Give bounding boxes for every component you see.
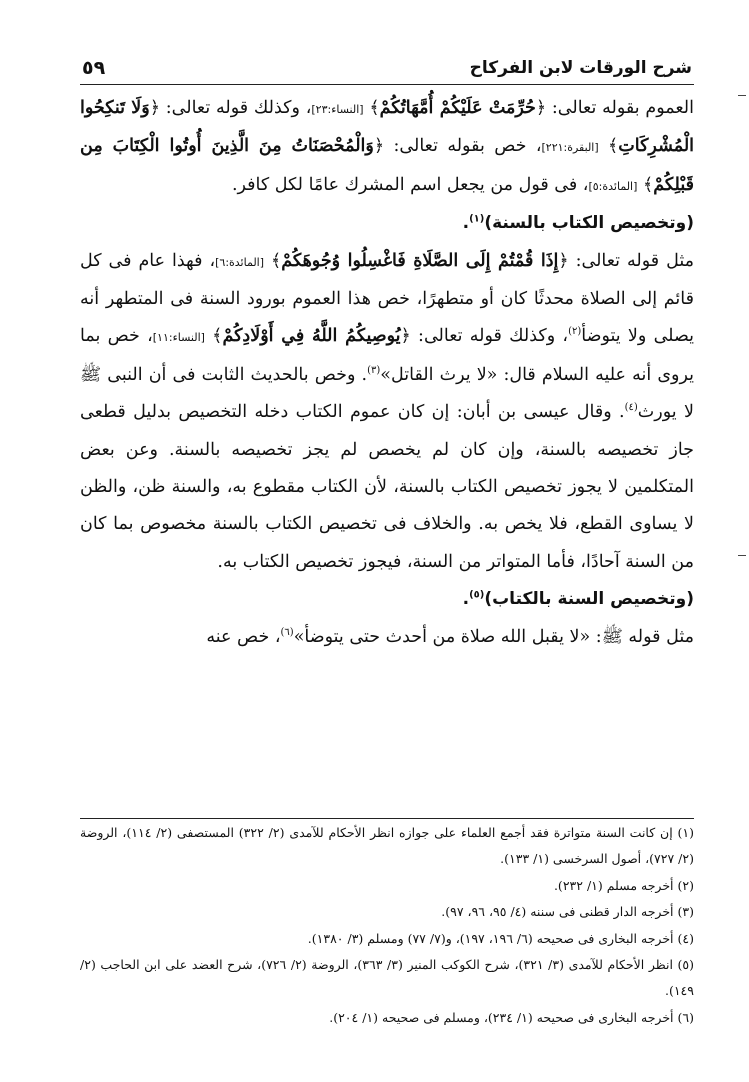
quran-verse: ﴿وَلَا تَنكِحُوا الْمُشْرِكَاتِ﴾ — [80, 98, 695, 157]
page-header — [82, 52, 692, 84]
paragraph — [80, 90, 694, 205]
verse-reference: [البقرة:٢٢١] — [541, 141, 599, 155]
paragraph — [80, 243, 694, 582]
running-title: شرح الورقات لابن الفركاح — [469, 58, 692, 78]
text: مثل قوله تعالى: — [568, 250, 694, 271]
section-heading: (وتخصيص الكتاب بالسنة)$^{(١)}$. — [462, 213, 694, 234]
footnote-marker: (٣) — [367, 365, 381, 377]
text: ، وكذلك قوله تعالى: — [410, 326, 569, 347]
quran-verse: ﴿إِذَا قُمْتُمْ إِلَى الصَّلَاةِ فَاغْسِلُوا وُجُوهَكُمْ﴾ — [271, 250, 569, 271]
footnote-divider — [80, 818, 694, 819]
footnotes — [80, 820, 694, 1031]
text: ، خص بقوله تعالى: — [384, 136, 542, 157]
footnote: (٦) أخرجه البخارى فى صحيحه (١/ ٢٣٤)، ومسلم فى صحيحه (١/ ٢٠٤). — [329, 1009, 694, 1025]
footnote: (٢) أخرجه مسلم (١/ ٢٣٢). — [553, 877, 694, 893]
footnote: (٤) أخرجه البخارى فى صحيحه (٦/ ١٩٦، ١٩٧)، و(٧/ ٧٧) ومسلم (٣/ ١٣٨٠). — [307, 930, 694, 946]
footnote-marker: (٤) — [624, 402, 638, 414]
main-text — [80, 90, 694, 656]
text: ، فهذا عام فى كل قائم إلى الصلاة محدثًا كان أو متطهرًا، خص هذا العموم بورود السنة فى المتطهر أنه يصلى ولا يتوضأ — [80, 250, 695, 347]
footnote-marker: (٦) — [280, 626, 294, 638]
scan-edge-mark — [738, 95, 746, 96]
verse-reference: [النساء:٢٣] — [311, 103, 364, 116]
footnote: (٥) انظر الأحكام للآمدى (٣/ ٣٢١)، شرح الكوكب المنير (٣/ ٣٦٣)، الروضة (٢/ ٧٢٦)، شرح العضد على ابن الحاجب (٢/ ١٤٩). — [80, 957, 695, 999]
footnote-marker: (٥) — [469, 589, 485, 601]
section-heading: (وتخصيص السنة بالكتاب)$^{(٥)}$. — [462, 589, 694, 610]
footnote-marker: (٢) — [568, 326, 582, 338]
text: مثل قوله ﷺ: «لا يقبل الله صلاة من أحدث حتى يتوضأ» — [293, 626, 694, 647]
text: ، وكذلك قوله تعالى: — [160, 98, 312, 118]
footnote: (٣) أخرجه الدار قطنى فى سننه (٤/ ٩٥، ٩٦، ٩٧). — [441, 904, 694, 920]
verse-reference: [المائدة:٥] — [588, 179, 638, 193]
paragraph — [80, 619, 694, 656]
scan-edge-mark — [738, 555, 746, 556]
text: . وقال عيسى بن أبان: إن كان عموم الكتاب دخله التخصيص بدليل قطعى جاز تخصيصه بالسنة، وإن كان لم يخصص لم يجز تخصيصه بالسنة. وعن بعض المتكلمين لا يجوز تخصيص الكتاب بالسنة، لأن الكتاب مقطوع به، والسنة ظن، والظن لا يساوى القطع، فلا يخص به. والخلاف فى تخصيص الكتاب بالسنة مخصوص بما كان من السنة آحادًا، فأما المتواتر من السنة، فيجوز تخصيص الكتاب به. — [80, 402, 694, 572]
header-divider — [80, 84, 694, 85]
quran-verse: ﴿يُوصِيكُمُ اللَّهُ فِي أَوْلَادِكُمْ﴾ — [212, 326, 411, 347]
text: العموم بقوله تعالى: — [546, 98, 694, 118]
footnote: (١) إن كانت السنة متواترة فقد أجمع العلماء على جوازه انظر الأحكام للآمدى (٢/ ٣٢٢) المستصفى (٢/ ١١٤)، الروضة (٢/ ٧٢٧)، أصول السرخسى (١/ ١٣٣). — [80, 825, 695, 867]
footnote-marker: (١) — [469, 213, 485, 225]
page-number: ٥٩ — [82, 57, 106, 79]
verse-reference: [المائدة:٦] — [215, 255, 265, 269]
text: . وخص بالحديث الثابت فى أن النبى ﷺ لا يورث — [80, 364, 694, 423]
text: ، فى قول من يجعل اسم المشرك عامًا لكل كافر. — [231, 174, 589, 195]
quran-verse: ﴿وَالْمُحْصَنَاتُ مِنَ الَّذِينَ أُوتُوا الْكِتَابَ مِن قَبْلِكُمْ﴾ — [80, 136, 694, 195]
text: ، خص بما يروى أنه عليه السلام قال: «لا يرث القاتل» — [80, 326, 694, 385]
text: ، خص عنه — [206, 626, 281, 647]
verse-reference: [النساء:١١] — [152, 331, 205, 345]
quran-verse: ﴿حُرِّمَتْ عَلَيْكُمْ أُمَّهَاتُكُمْ﴾ — [369, 98, 547, 118]
